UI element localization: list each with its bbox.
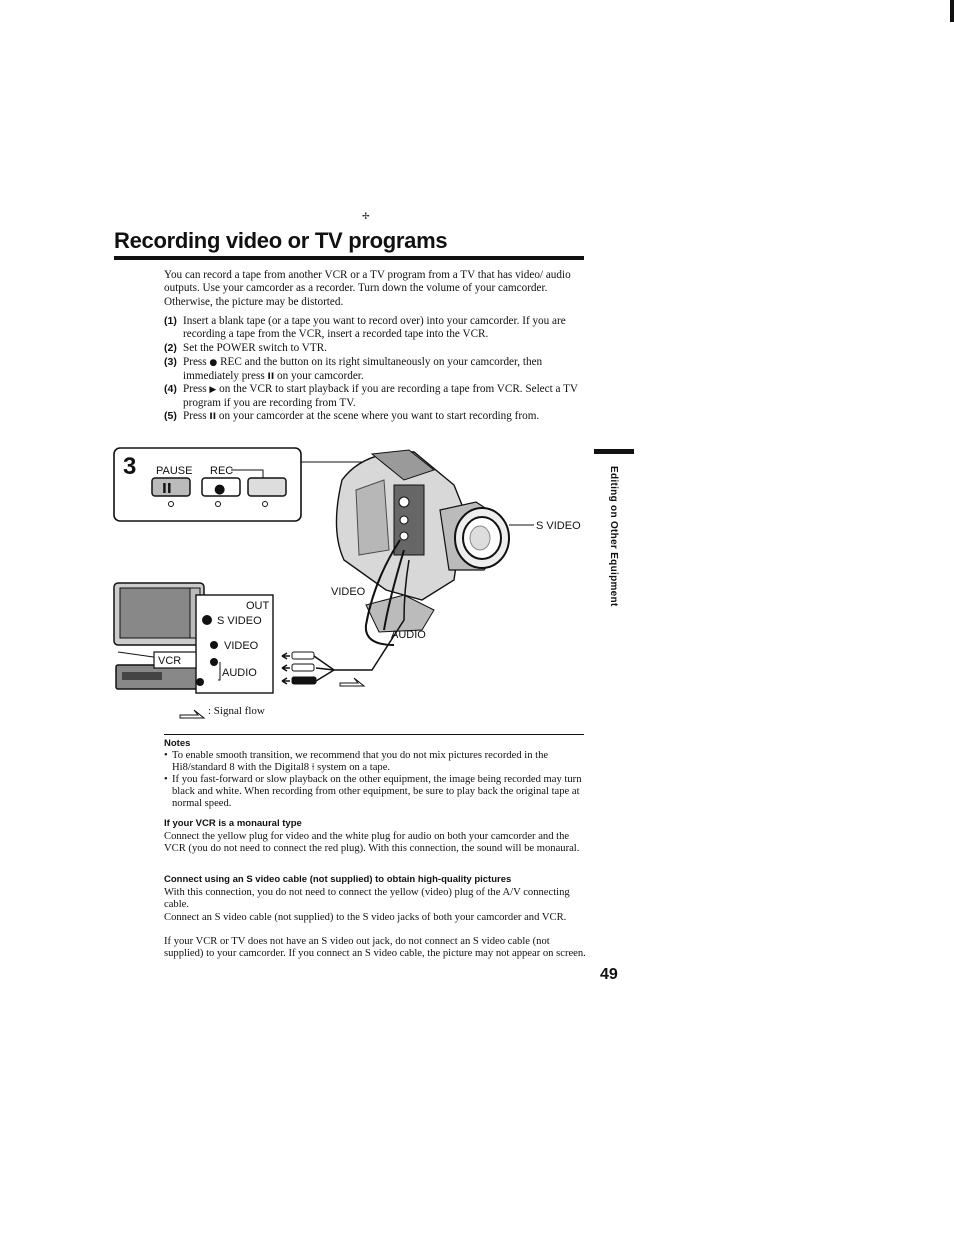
vcr-label: VCR xyxy=(158,655,182,667)
camcorder-audio-label: AUDIO xyxy=(391,629,426,641)
camcorder-video-label: VIDEO xyxy=(331,586,366,598)
edge-mark xyxy=(950,0,954,22)
s-video-jack-icon xyxy=(202,615,212,625)
audio-jack-icon xyxy=(196,678,204,686)
vcr-video-label: VIDEO xyxy=(224,640,259,652)
step-2: (2) Set the POWER switch to VTR. xyxy=(164,342,327,354)
intro-paragraph: You can record a tape from another VCR or a TV program from a TV that has video/ audio outputs. Use your camcorder as a recorder. Turn down the volume of your camcorder. Otherwise, the picture may be distorted. xyxy=(164,269,571,308)
rec-dot-icon: ● xyxy=(209,358,218,368)
step-1: (1) Insert a blank tape (or a tape you want to record over) into your camcorder. If you are recording a tape from the VCR, insert a recorded tape into the VCR. xyxy=(164,315,566,341)
note-item: • To enable smooth transition, we recommend that you do not mix pictures recorded in the Hi8/standard 8 with the Digital8 ⟊ system on a tape. xyxy=(164,750,549,774)
signal-flow-legend: : Signal flow xyxy=(208,705,265,717)
rec-dot-icon: ● xyxy=(214,482,226,497)
section-side-label: Editing on Other Equipment xyxy=(608,466,619,607)
notes-heading: Notes xyxy=(164,738,191,749)
svideo-paragraph-1: With this connection, you do not need to connect the yellow (video) plug of the A/V connecting cable. xyxy=(164,887,570,911)
audio-jack-icon xyxy=(210,658,218,666)
step-number: 3 xyxy=(123,453,137,480)
step-5: (5) Press II on your camcorder at the scene where you want to start recording from. xyxy=(164,410,540,422)
mono-heading: If your VCR is a monaural type xyxy=(164,818,302,829)
play-icon: ▶ xyxy=(209,385,217,395)
rec-label: REC xyxy=(210,465,234,477)
connection-diagram xyxy=(104,440,604,730)
title-rule xyxy=(114,256,584,260)
signal-arrows xyxy=(282,652,364,686)
svideo-paragraph-2: Connect an S video cable (not supplied) to the S video jacks of both your camcorder and VCR. xyxy=(164,912,567,923)
pause-label: PAUSE xyxy=(156,465,193,477)
vcr-out-label: OUT xyxy=(246,600,270,612)
svideo-heading: Connect using an S video cable (not supplied) to obtain high-quality pictures xyxy=(164,874,512,885)
vcr-audio-label: AUDIO xyxy=(222,667,257,679)
page-title: Recording video or TV programs xyxy=(114,228,448,253)
note-item: • If you fast-forward or slow playback on the other equipment, the image being recorded may turn black and white. When recording from other equipment, be sure to play back the original tape at normal speed. xyxy=(164,774,582,810)
notes-rule xyxy=(164,734,584,735)
pause-icon: II xyxy=(162,482,172,497)
camcorder-s-video-label: S VIDEO xyxy=(536,520,581,532)
step-3: (3) Press ● REC and the button on its right simultaneously on your camcorder, then immediately press II on your camcorder. xyxy=(164,356,543,383)
signal-flow-icon xyxy=(180,710,204,718)
vcr-s-video-label: S VIDEO xyxy=(217,615,262,627)
pause-icon: II xyxy=(209,412,217,422)
section-mark: ✢ xyxy=(362,211,370,221)
page-number: 49 xyxy=(600,966,618,983)
pause-icon: II xyxy=(267,372,275,383)
video-jack-icon xyxy=(210,641,218,649)
mono-paragraph: Connect the yellow plug for video and the white plug for audio on both your camcorder and the VCR (you do not need to connect the red plug). With this connection, the sound will be monaural. xyxy=(164,831,580,855)
tv-illustration xyxy=(114,583,204,645)
stop-button-illustration xyxy=(248,478,286,496)
svideo-paragraph-3: If your VCR or TV does not have an S video out jack, do not connect an S video cable (not supplied) to your camcorder. If you connect an S video cable, the picture may not appear on screen. xyxy=(164,936,586,960)
camcorder-illustration xyxy=(336,450,509,632)
step-4: (4) Press ▶ on the VCR to start playback if you are recording a tape from VCR. Select a TV program if you are recording from TV. xyxy=(164,383,578,410)
